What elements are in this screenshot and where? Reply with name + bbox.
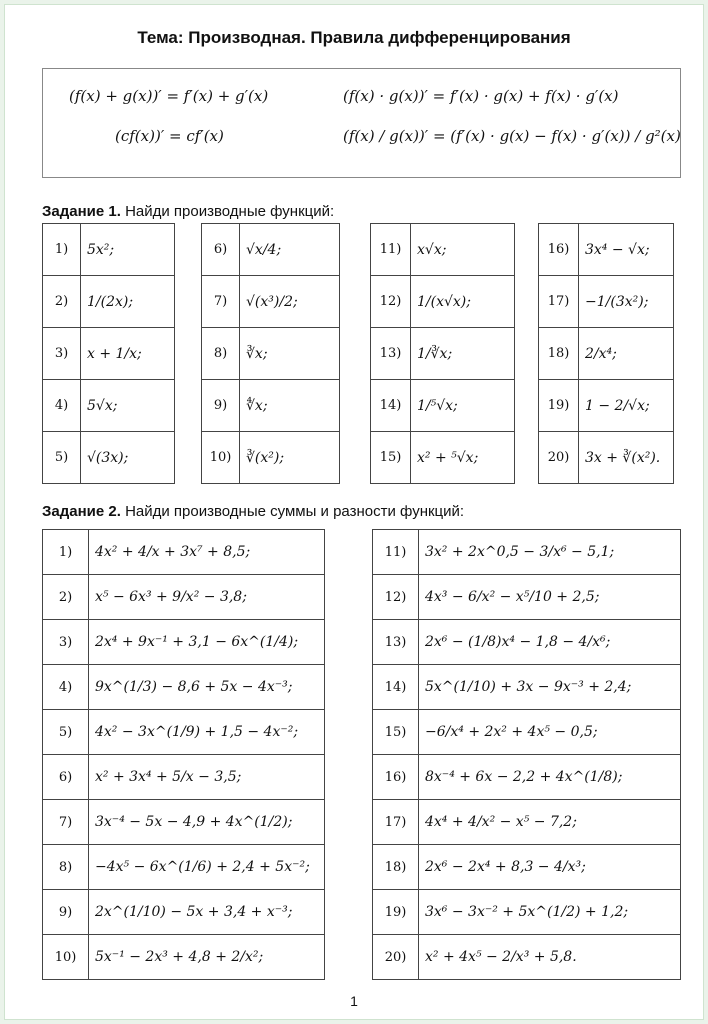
item-expression: 2x^(1/10) − 5x + 3,4 + x⁻³; bbox=[89, 890, 325, 935]
item-number: 7) bbox=[202, 276, 240, 328]
table-row bbox=[539, 380, 674, 432]
page-title: Тема: Производная. Правила дифференцирования bbox=[137, 28, 571, 47]
table-row bbox=[43, 328, 175, 380]
item-expression: 1/∛x; bbox=[411, 328, 515, 380]
task2-label: Задание 2. bbox=[42, 503, 121, 520]
item-number: 16) bbox=[373, 755, 419, 800]
item-number: 17) bbox=[373, 800, 419, 845]
item-expression: 1/⁵√x; bbox=[411, 380, 515, 432]
item-number: 13) bbox=[371, 328, 411, 380]
item-expression: x² + 3x⁴ + 5/x − 3,5; bbox=[89, 755, 325, 800]
item-number: 4) bbox=[43, 380, 81, 432]
table-row bbox=[43, 224, 175, 276]
table-row bbox=[43, 432, 175, 484]
table-row bbox=[539, 328, 674, 380]
item-number: 14) bbox=[373, 665, 419, 710]
table-row bbox=[43, 276, 175, 328]
table-row bbox=[43, 665, 325, 710]
item-number: 20) bbox=[373, 935, 419, 980]
item-expression: 4x⁴ + 4/x² − x⁵ − 7,2; bbox=[419, 800, 681, 845]
item-expression: 1 − 2/√x; bbox=[579, 380, 674, 432]
task2-heading bbox=[42, 503, 464, 520]
item-number: 9) bbox=[202, 380, 240, 432]
item-number: 7) bbox=[43, 800, 89, 845]
item-number: 11) bbox=[371, 224, 411, 276]
task1-label: Задание 1. bbox=[42, 203, 121, 220]
table-row bbox=[202, 224, 340, 276]
item-expression: ∛(x²); bbox=[240, 432, 340, 484]
table-row bbox=[373, 710, 681, 755]
item-number: 17) bbox=[539, 276, 579, 328]
product-rule: (f(x) · g(x))′ = f′(x) · g(x) + f(x) · g′(x) bbox=[343, 87, 619, 105]
task1-table-col4 bbox=[538, 223, 674, 484]
item-number: 15) bbox=[371, 432, 411, 484]
item-expression: √(3x); bbox=[81, 432, 175, 484]
table-row bbox=[373, 575, 681, 620]
table-row bbox=[539, 276, 674, 328]
item-expression: 1/(x√x); bbox=[411, 276, 515, 328]
item-number: 14) bbox=[371, 380, 411, 432]
table-row bbox=[43, 575, 325, 620]
table-row bbox=[371, 276, 515, 328]
table-row bbox=[43, 620, 325, 665]
item-number: 15) bbox=[373, 710, 419, 755]
task1-table-col1 bbox=[42, 223, 175, 484]
table-row bbox=[43, 380, 175, 432]
item-expression: 3x + ∛(x²). bbox=[579, 432, 674, 484]
item-number: 16) bbox=[539, 224, 579, 276]
item-expression: 2x⁶ − 2x⁴ + 8,3 − 4/x³; bbox=[419, 845, 681, 890]
item-expression: 4x² + 4/x + 3x⁷ + 8,5; bbox=[89, 530, 325, 575]
table-row bbox=[373, 890, 681, 935]
item-number: 9) bbox=[43, 890, 89, 935]
task1-table-col2 bbox=[201, 223, 340, 484]
task2-table-left bbox=[42, 529, 325, 980]
task1-table-col3 bbox=[370, 223, 515, 484]
item-expression: 5√x; bbox=[81, 380, 175, 432]
table-row bbox=[371, 224, 515, 276]
task1-text: Найди производные функций: bbox=[125, 203, 335, 220]
page-number: 1 bbox=[350, 993, 358, 1009]
item-expression: x² + 4x⁵ − 2/x³ + 5,8. bbox=[419, 935, 681, 980]
table-row bbox=[373, 620, 681, 665]
table-row bbox=[539, 432, 674, 484]
item-number: 11) bbox=[373, 530, 419, 575]
table-row bbox=[373, 530, 681, 575]
table-row bbox=[373, 665, 681, 710]
item-number: 2) bbox=[43, 575, 89, 620]
item-number: 1) bbox=[43, 530, 89, 575]
item-number: 18) bbox=[539, 328, 579, 380]
item-number: 8) bbox=[43, 845, 89, 890]
item-expression: −1/(3x²); bbox=[579, 276, 674, 328]
table-row bbox=[371, 432, 515, 484]
table-row bbox=[202, 380, 340, 432]
table-row bbox=[373, 755, 681, 800]
item-expression: 4x³ − 6/x² − x⁵/10 + 2,5; bbox=[419, 575, 681, 620]
item-number: 5) bbox=[43, 432, 81, 484]
item-number: 3) bbox=[43, 620, 89, 665]
item-expression: x + 1/x; bbox=[81, 328, 175, 380]
task2-text: Найди производные суммы и разности функций: bbox=[125, 503, 465, 520]
formula-box bbox=[42, 68, 681, 178]
item-expression: 5x²; bbox=[81, 224, 175, 276]
item-expression: 2x⁶ − (1/8)x⁴ − 1,8 − 4/x⁶; bbox=[419, 620, 681, 665]
item-expression: 2x⁴ + 9x⁻¹ + 3,1 − 6x^(1/4); bbox=[89, 620, 325, 665]
item-expression: −4x⁵ − 6x^(1/6) + 2,4 + 5x⁻²; bbox=[89, 845, 325, 890]
item-number: 19) bbox=[539, 380, 579, 432]
item-number: 10) bbox=[43, 935, 89, 980]
table-row bbox=[539, 224, 674, 276]
item-number: 1) bbox=[43, 224, 81, 276]
item-number: 19) bbox=[373, 890, 419, 935]
item-expression: 3x² + 2x^0,5 − 3/x⁶ − 5,1; bbox=[419, 530, 681, 575]
item-expression: x√x; bbox=[411, 224, 515, 276]
item-number: 2) bbox=[43, 276, 81, 328]
table-row bbox=[43, 755, 325, 800]
item-expression: −6/x⁴ + 2x² + 4x⁵ − 0,5; bbox=[419, 710, 681, 755]
table-row bbox=[202, 432, 340, 484]
item-number: 20) bbox=[539, 432, 579, 484]
item-number: 13) bbox=[373, 620, 419, 665]
item-expression: x⁵ − 6x³ + 9/x² − 3,8; bbox=[89, 575, 325, 620]
item-expression: 3x⁴ − √x; bbox=[579, 224, 674, 276]
item-expression: 8x⁻⁴ + 6x − 2,2 + 4x^(1/8); bbox=[419, 755, 681, 800]
table-row bbox=[373, 935, 681, 980]
table-row bbox=[43, 800, 325, 845]
table-row bbox=[43, 845, 325, 890]
item-number: 10) bbox=[202, 432, 240, 484]
item-expression: 5x⁻¹ − 2x³ + 4,8 + 2/x²; bbox=[89, 935, 325, 980]
item-expression: ∜x; bbox=[240, 380, 340, 432]
item-expression: 5x^(1/10) + 3x − 9x⁻³ + 2,4; bbox=[419, 665, 681, 710]
item-expression: √(x³)/2; bbox=[240, 276, 340, 328]
item-expression: 3x⁻⁴ − 5x − 4,9 + 4x^(1/2); bbox=[89, 800, 325, 845]
item-number: 18) bbox=[373, 845, 419, 890]
item-number: 12) bbox=[373, 575, 419, 620]
table-row bbox=[373, 800, 681, 845]
item-number: 6) bbox=[43, 755, 89, 800]
item-number: 6) bbox=[202, 224, 240, 276]
table-row bbox=[43, 935, 325, 980]
table-row bbox=[43, 530, 325, 575]
item-expression: √x/4; bbox=[240, 224, 340, 276]
item-expression: 1/(2x); bbox=[81, 276, 175, 328]
quotient-rule: (f(x) / g(x))′ = (f′(x) · g(x) − f(x) · g′(x)) / g²(x) bbox=[343, 127, 681, 145]
table-row bbox=[371, 380, 515, 432]
table-row bbox=[202, 328, 340, 380]
item-expression: ∛x; bbox=[240, 328, 340, 380]
item-number: 12) bbox=[371, 276, 411, 328]
item-expression: 9x^(1/3) − 8,6 + 5x − 4x⁻³; bbox=[89, 665, 325, 710]
item-expression: 3x⁶ − 3x⁻² + 5x^(1/2) + 1,2; bbox=[419, 890, 681, 935]
task1-heading bbox=[42, 203, 334, 220]
item-expression: x² + ⁵√x; bbox=[411, 432, 515, 484]
constant-rule: (cf(x))′ = cf′(x) bbox=[115, 127, 224, 145]
sum-rule: (f(x) + g(x))′ = f′(x) + g′(x) bbox=[69, 87, 269, 105]
item-number: 4) bbox=[43, 665, 89, 710]
item-expression: 2/x⁴; bbox=[579, 328, 674, 380]
item-expression: 4x² − 3x^(1/9) + 1,5 − 4x⁻²; bbox=[89, 710, 325, 755]
task2-table-right bbox=[372, 529, 681, 980]
item-number: 5) bbox=[43, 710, 89, 755]
table-row bbox=[202, 276, 340, 328]
table-row bbox=[371, 328, 515, 380]
table-row bbox=[43, 710, 325, 755]
table-row bbox=[43, 890, 325, 935]
item-number: 3) bbox=[43, 328, 81, 380]
table-row bbox=[373, 845, 681, 890]
item-number: 8) bbox=[202, 328, 240, 380]
